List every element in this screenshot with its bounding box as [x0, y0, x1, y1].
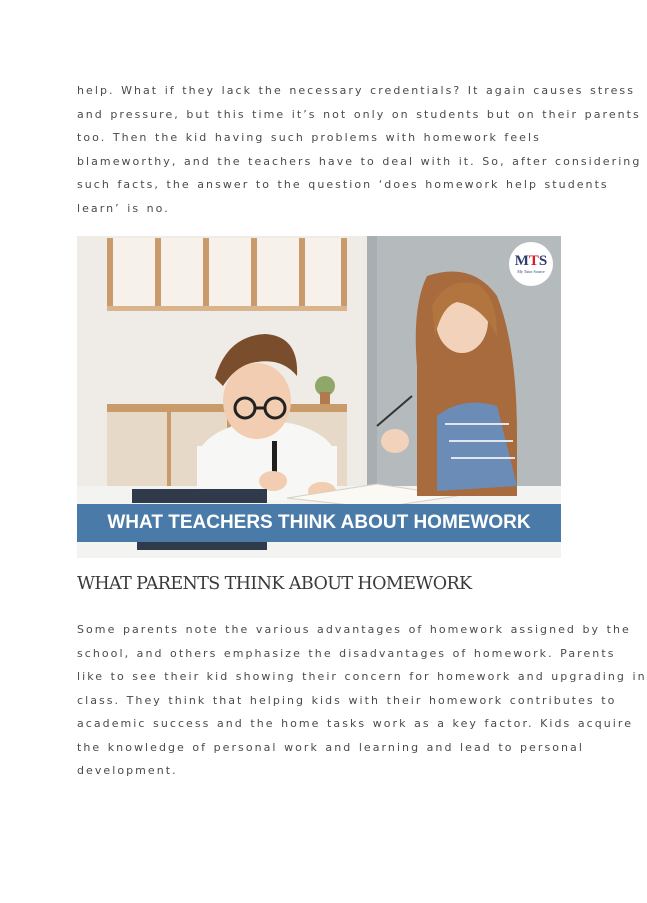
text-line: like to see their kid showing their concern for homework and upgrading in: [77, 670, 647, 683]
section-heading: WHAT PARENTS THINK ABOUT HOMEWORK: [77, 574, 472, 594]
figure-banner: [77, 504, 561, 542]
text-line: Some parents note the various advantages of homework assigned by the: [77, 623, 631, 636]
text-line: the knowledge of personal work and learning and lead to personal: [77, 740, 584, 754]
text-line: too. Then the kid having such problems with homework feels: [77, 131, 541, 144]
text-line: class. They think that helping kids with their homework contributes to: [77, 693, 617, 707]
mts-logo: [509, 242, 553, 286]
body-paragraph: [77, 618, 647, 783]
intro-paragraph: [77, 79, 642, 220]
logo-mark: MTS: [514, 253, 548, 269]
banner-title: WHAT TEACHERS THINK ABOUT HOMEWORK: [107, 512, 531, 533]
text-line: academic success and the home tasks work as a key factor. Kids acquire: [77, 717, 634, 730]
text-line: development.: [77, 764, 178, 777]
text-line: learn’ is no.: [77, 201, 170, 215]
logo-subtitle: My Tutor Source: [517, 269, 545, 274]
text-line: and pressure, but this time it’s not only on students but on their parents: [77, 107, 641, 121]
teacher-student-photo: [77, 236, 561, 558]
text-line: blameworthy, and the teachers have to deal with it. So, after considering: [77, 154, 642, 168]
text-line: school, and others emphasize the disadvantages of homework. Parents: [77, 646, 616, 660]
text-line: such facts, the answer to the question ‘does homework help students: [77, 178, 609, 191]
text-line: help. What if they lack the necessary credentials? It again causes stress: [77, 84, 635, 97]
